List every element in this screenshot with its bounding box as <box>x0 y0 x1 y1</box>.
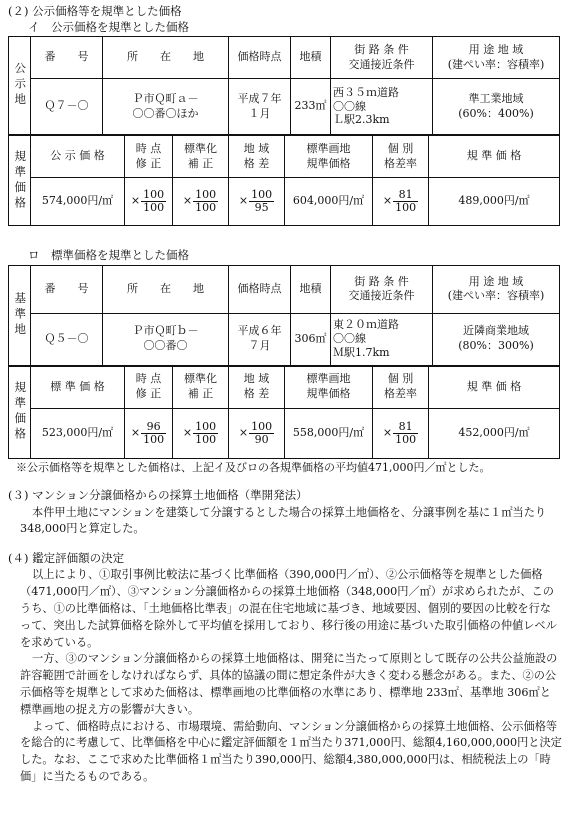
section3-body: 本件甲土地にマンションを建築して分譲するとした場合の採算土地価格を、分譲事例を基に１㎡当たり348,000円と算定した。 <box>20 505 547 536</box>
header-street-conditions: 街 路 条 件 交通接近条件 <box>331 37 433 79</box>
cell-zone: 準工業地域 (60%：400%) <box>433 79 560 135</box>
cell-number: Ｑ７－〇 <box>31 79 103 135</box>
average-note: ※公示価格等を規準とした価格は、上記イ及びロの各規準価格の平均値471,000円／㎡とした。 <box>16 460 491 474</box>
header-time-correction: 時 点 修 正 <box>125 366 173 408</box>
public-price-table <box>8 36 560 135</box>
header-individual-diff: 個 別 格差率 <box>373 366 429 408</box>
cell-time-correction: × $\frac{100}{100}$ <box>125 178 173 226</box>
header-price-time: 価格時点 <box>229 37 291 79</box>
cell-area: 306㎡ <box>291 313 331 365</box>
header-standardization: 標準化 補 正 <box>173 136 229 178</box>
cell-individual-diff: × $\frac{81}{100}$ <box>373 178 429 226</box>
cell-number: Ｑ５－〇 <box>31 313 103 365</box>
cell-price-time: 平成６年 ７月 <box>229 313 291 365</box>
header-individual-diff: 個 別 格差率 <box>373 136 429 178</box>
cell-area: 233㎡ <box>291 79 331 135</box>
standard-price-table <box>8 265 560 366</box>
header-standard-plot-price: 標準画地 規準価格 <box>285 136 373 178</box>
cell-zone: 近隣商業地域 (80%：300%) <box>433 313 560 365</box>
cell-regional-diff: × $\frac{100}{90}$ <box>229 408 285 458</box>
section4-paragraph-2: 一方、③のマンション分譲価格からの採算土地価格は、開発に当たって原則として既存の公共公益施設の許容範囲で計画をしなければならず、具体的協議の間に想定条件が大きく変わる懸念がある。また、②の公示価格等を規準として求めた価格は、標準画地の比準価格の水準にあり、標準地 233㎡、基準地 306㎡と標準画地の捉え方の影響が大きい。 <box>20 652 558 716</box>
cell-individual-diff: × $\frac{81}{100}$ <box>373 408 429 458</box>
header-number: 番 号 <box>31 265 103 313</box>
cell-standardization: × $\frac{100}{100}$ <box>173 178 229 226</box>
public-price-calc-table <box>8 135 560 226</box>
side-label-koji: 公示地 <box>9 37 31 135</box>
header-zone: 用 途 地 域 (建ぺい率：容積率) <box>433 265 560 313</box>
cell-regional-diff: × $\frac{100}{95}$ <box>229 178 285 226</box>
cell-price-time: 平成７年 １月 <box>229 79 291 135</box>
header-location: 所 在 地 <box>103 37 229 79</box>
cell-street-conditions: 西３５ｍ道路 〇〇線 Ｌ駅2.3km <box>331 79 433 135</box>
cell-benchmark-price: 452,000円/㎡ <box>429 408 560 458</box>
header-standard-plot-price: 標準画地 規準価格 <box>285 366 373 408</box>
side-label-kijun-price: 規準価格 <box>9 366 31 458</box>
subsection-ro-heading: ロ 標準価格を規準とした価格 <box>28 248 189 263</box>
header-price-time: 価格時点 <box>229 265 291 313</box>
section4-heading: (４) 鑑定評価額の決定 <box>8 551 125 566</box>
cell-location: Ｐ市Ｑ町ａ－ 〇〇番〇ほか <box>103 79 229 135</box>
header-street-conditions: 街 路 条 件 交通接近条件 <box>331 265 433 313</box>
standard-price-calc-table <box>8 366 560 459</box>
header-location: 所 在 地 <box>103 265 229 313</box>
cell-standardization: × $\frac{100}{100}$ <box>173 408 229 458</box>
cell-time-correction: × $\frac{96}{100}$ <box>125 408 173 458</box>
header-benchmark-price: 規 準 価 格 <box>429 366 560 408</box>
header-standard-price: 標 準 価 格 <box>31 366 125 408</box>
cell-location: Ｐ市Ｑ町ｂ－ 〇〇番〇 <box>103 313 229 365</box>
cell-public-price: 574,000円/㎡ <box>31 178 125 226</box>
cell-standard-plot-price: 558,000円/㎡ <box>285 408 373 458</box>
section4-paragraph-1: 以上により、①取引事例比較法に基づく比準価格（390,000円／㎡）、②公示価格等を規準とした価格（471,000円／㎡）、③マンション分譲価格からの採算土地価格（348,000円／㎡）が求められたが、このうち、①の比準価格は、「土地価格比準表」の混在住宅地域に基づき、地域要因、個別的要因の比較を行なって、突出した試算価格を除外して平均値を採用しており、移行後の用途に基づいた取引価格の仲値レベルを求めている。 <box>20 568 557 649</box>
header-zone: 用 途 地 域 (建ぺい率：容積率) <box>433 37 560 79</box>
subsection-i-heading: イ 公示価格を規準とした価格 <box>28 19 189 34</box>
header-area: 地積 <box>291 265 331 313</box>
cell-standard-price: 523,000円/㎡ <box>31 408 125 458</box>
cell-standard-plot-price: 604,000円/㎡ <box>285 178 373 226</box>
header-regional-diff: 地 域 格 差 <box>229 136 285 178</box>
header-area: 地積 <box>291 37 331 79</box>
section4 <box>8 550 562 786</box>
header-standardization: 標準化 補 正 <box>173 366 229 408</box>
section2-heading: (２) 公示価格等を規準とした価格 <box>8 4 182 18</box>
header-benchmark-price: 規 準 価 格 <box>429 136 560 178</box>
section4-paragraph-3: よって、価格時点における、市場環境、需給動向、マンション分譲価格からの採算土地価格、公示価格等を総合的に考慮して、比準価格を中心に鑑定評価額を１㎡当たり371,000円、総額4,160,000,000円と決定した。なお、ここで求めた比準価格１㎡当たり390,000円、総額4,380,000,000円は、相続税法上の「時価」に当たるものである。 <box>20 719 562 784</box>
cell-benchmark-price: 489,000円/㎡ <box>429 178 560 226</box>
header-regional-diff: 地 域 格 差 <box>229 366 285 408</box>
cell-street-conditions: 東２０ｍ道路 〇〇線 Ｍ駅1.7km <box>331 313 433 365</box>
header-public-price: 公 示 価 格 <box>31 136 125 178</box>
header-number: 番 号 <box>31 37 103 79</box>
section3 <box>8 487 562 538</box>
section3-heading: (３) マンション分譲価格からの採算土地価格（準開発法） <box>8 488 308 503</box>
side-label-kijunchi: 基準地 <box>9 265 31 365</box>
header-time-correction: 時 点 修 正 <box>125 136 173 178</box>
side-label-kijun-price: 規準価格 <box>9 136 31 226</box>
